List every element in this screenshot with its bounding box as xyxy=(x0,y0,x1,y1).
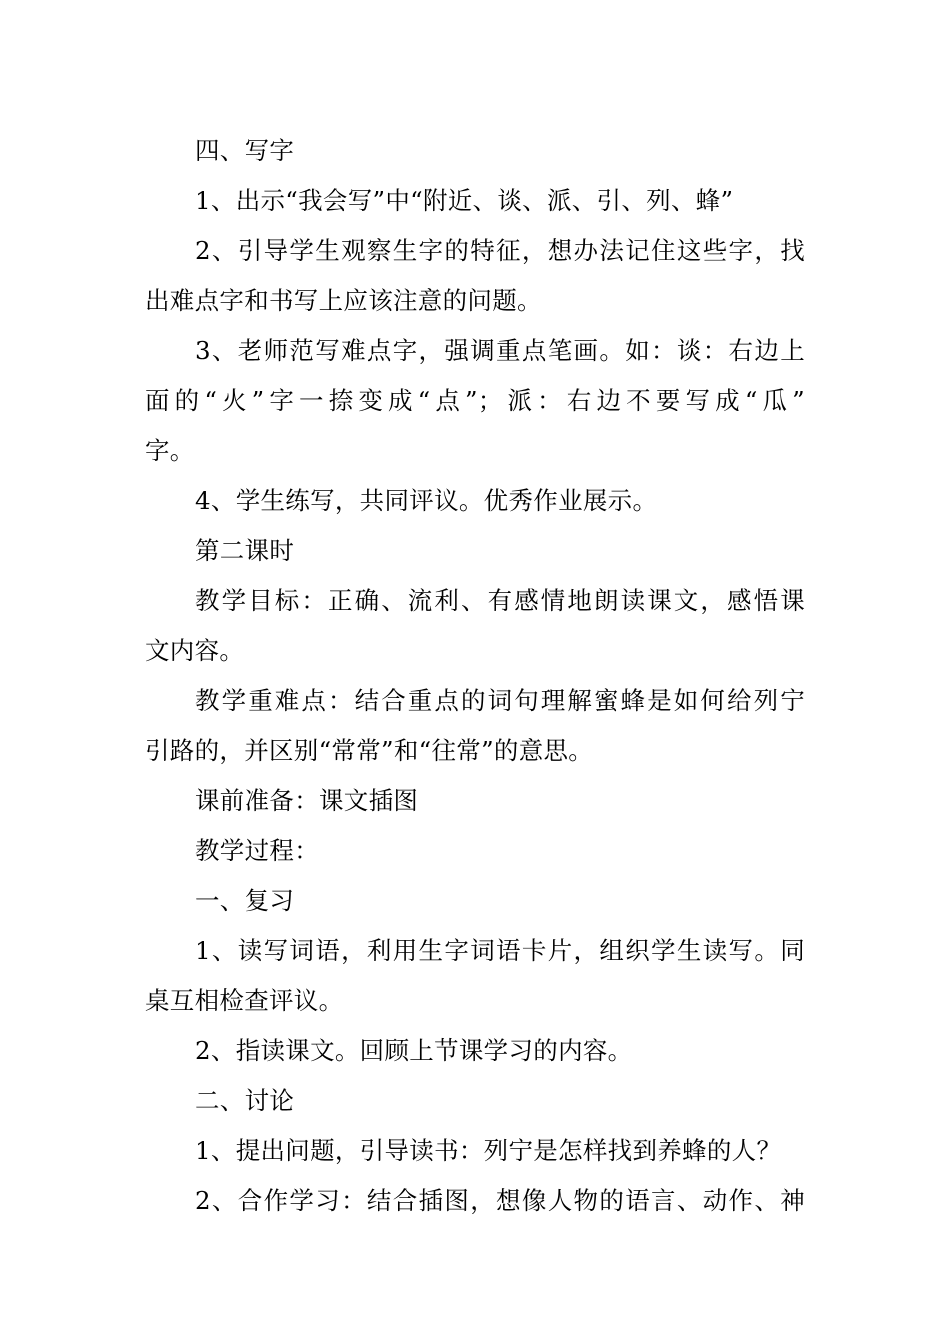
text-line: 课前准备：课文插图 xyxy=(195,786,419,815)
text-line: 教学过程： xyxy=(195,836,319,865)
text-line: 2、指读课文。回顾上节课学习的内容。 xyxy=(195,1036,633,1065)
text-line: 桌互相检查评议。 xyxy=(145,986,344,1015)
text-line: 1、提出问题，引导读书：列宁是怎样找到养蜂的人？ xyxy=(195,1136,782,1165)
text-line: 面的“火”字一捺变成“点”；派：右边不要写成“瓜” xyxy=(145,386,805,415)
text-line: 1、读写词语，利用生字词语卡片，组织学生读写。同 xyxy=(195,936,805,965)
section-heading-second-lesson: 第二课时 xyxy=(195,536,295,565)
text-line: 3、老师范写难点字，强调重点笔画。如：谈：右边上 xyxy=(195,336,805,365)
text-line: 字。 xyxy=(145,436,195,465)
text-line: 4、学生练写，共同评议。优秀作业展示。 xyxy=(195,486,658,515)
text-line: 教学目标：正确、流利、有感情地朗读课文，感悟课 xyxy=(195,586,805,615)
text-line: 出难点字和书写上应该注意的问题。 xyxy=(145,286,542,315)
text-line: 1、出示“我会写”中“附近、谈、派、引、列、蜂” xyxy=(195,186,734,215)
section-heading-write: 四、写字 xyxy=(195,136,295,165)
text-line: 教学重难点：结合重点的词句理解蜜蜂是如何给列宁 xyxy=(195,686,805,715)
section-heading-discussion: 二、讨论 xyxy=(195,1086,295,1115)
text-line: 2、合作学习：结合插图，想像人物的语言、动作、神 xyxy=(195,1186,805,1215)
text-line: 2、引导学生观察生字的特征，想办法记住这些字，找 xyxy=(195,236,805,265)
section-heading-review: 一、复习 xyxy=(195,886,295,915)
text-line: 文内容。 xyxy=(145,636,245,665)
text-line: 引路的，并区别“常常”和“往常”的意思。 xyxy=(145,736,594,765)
